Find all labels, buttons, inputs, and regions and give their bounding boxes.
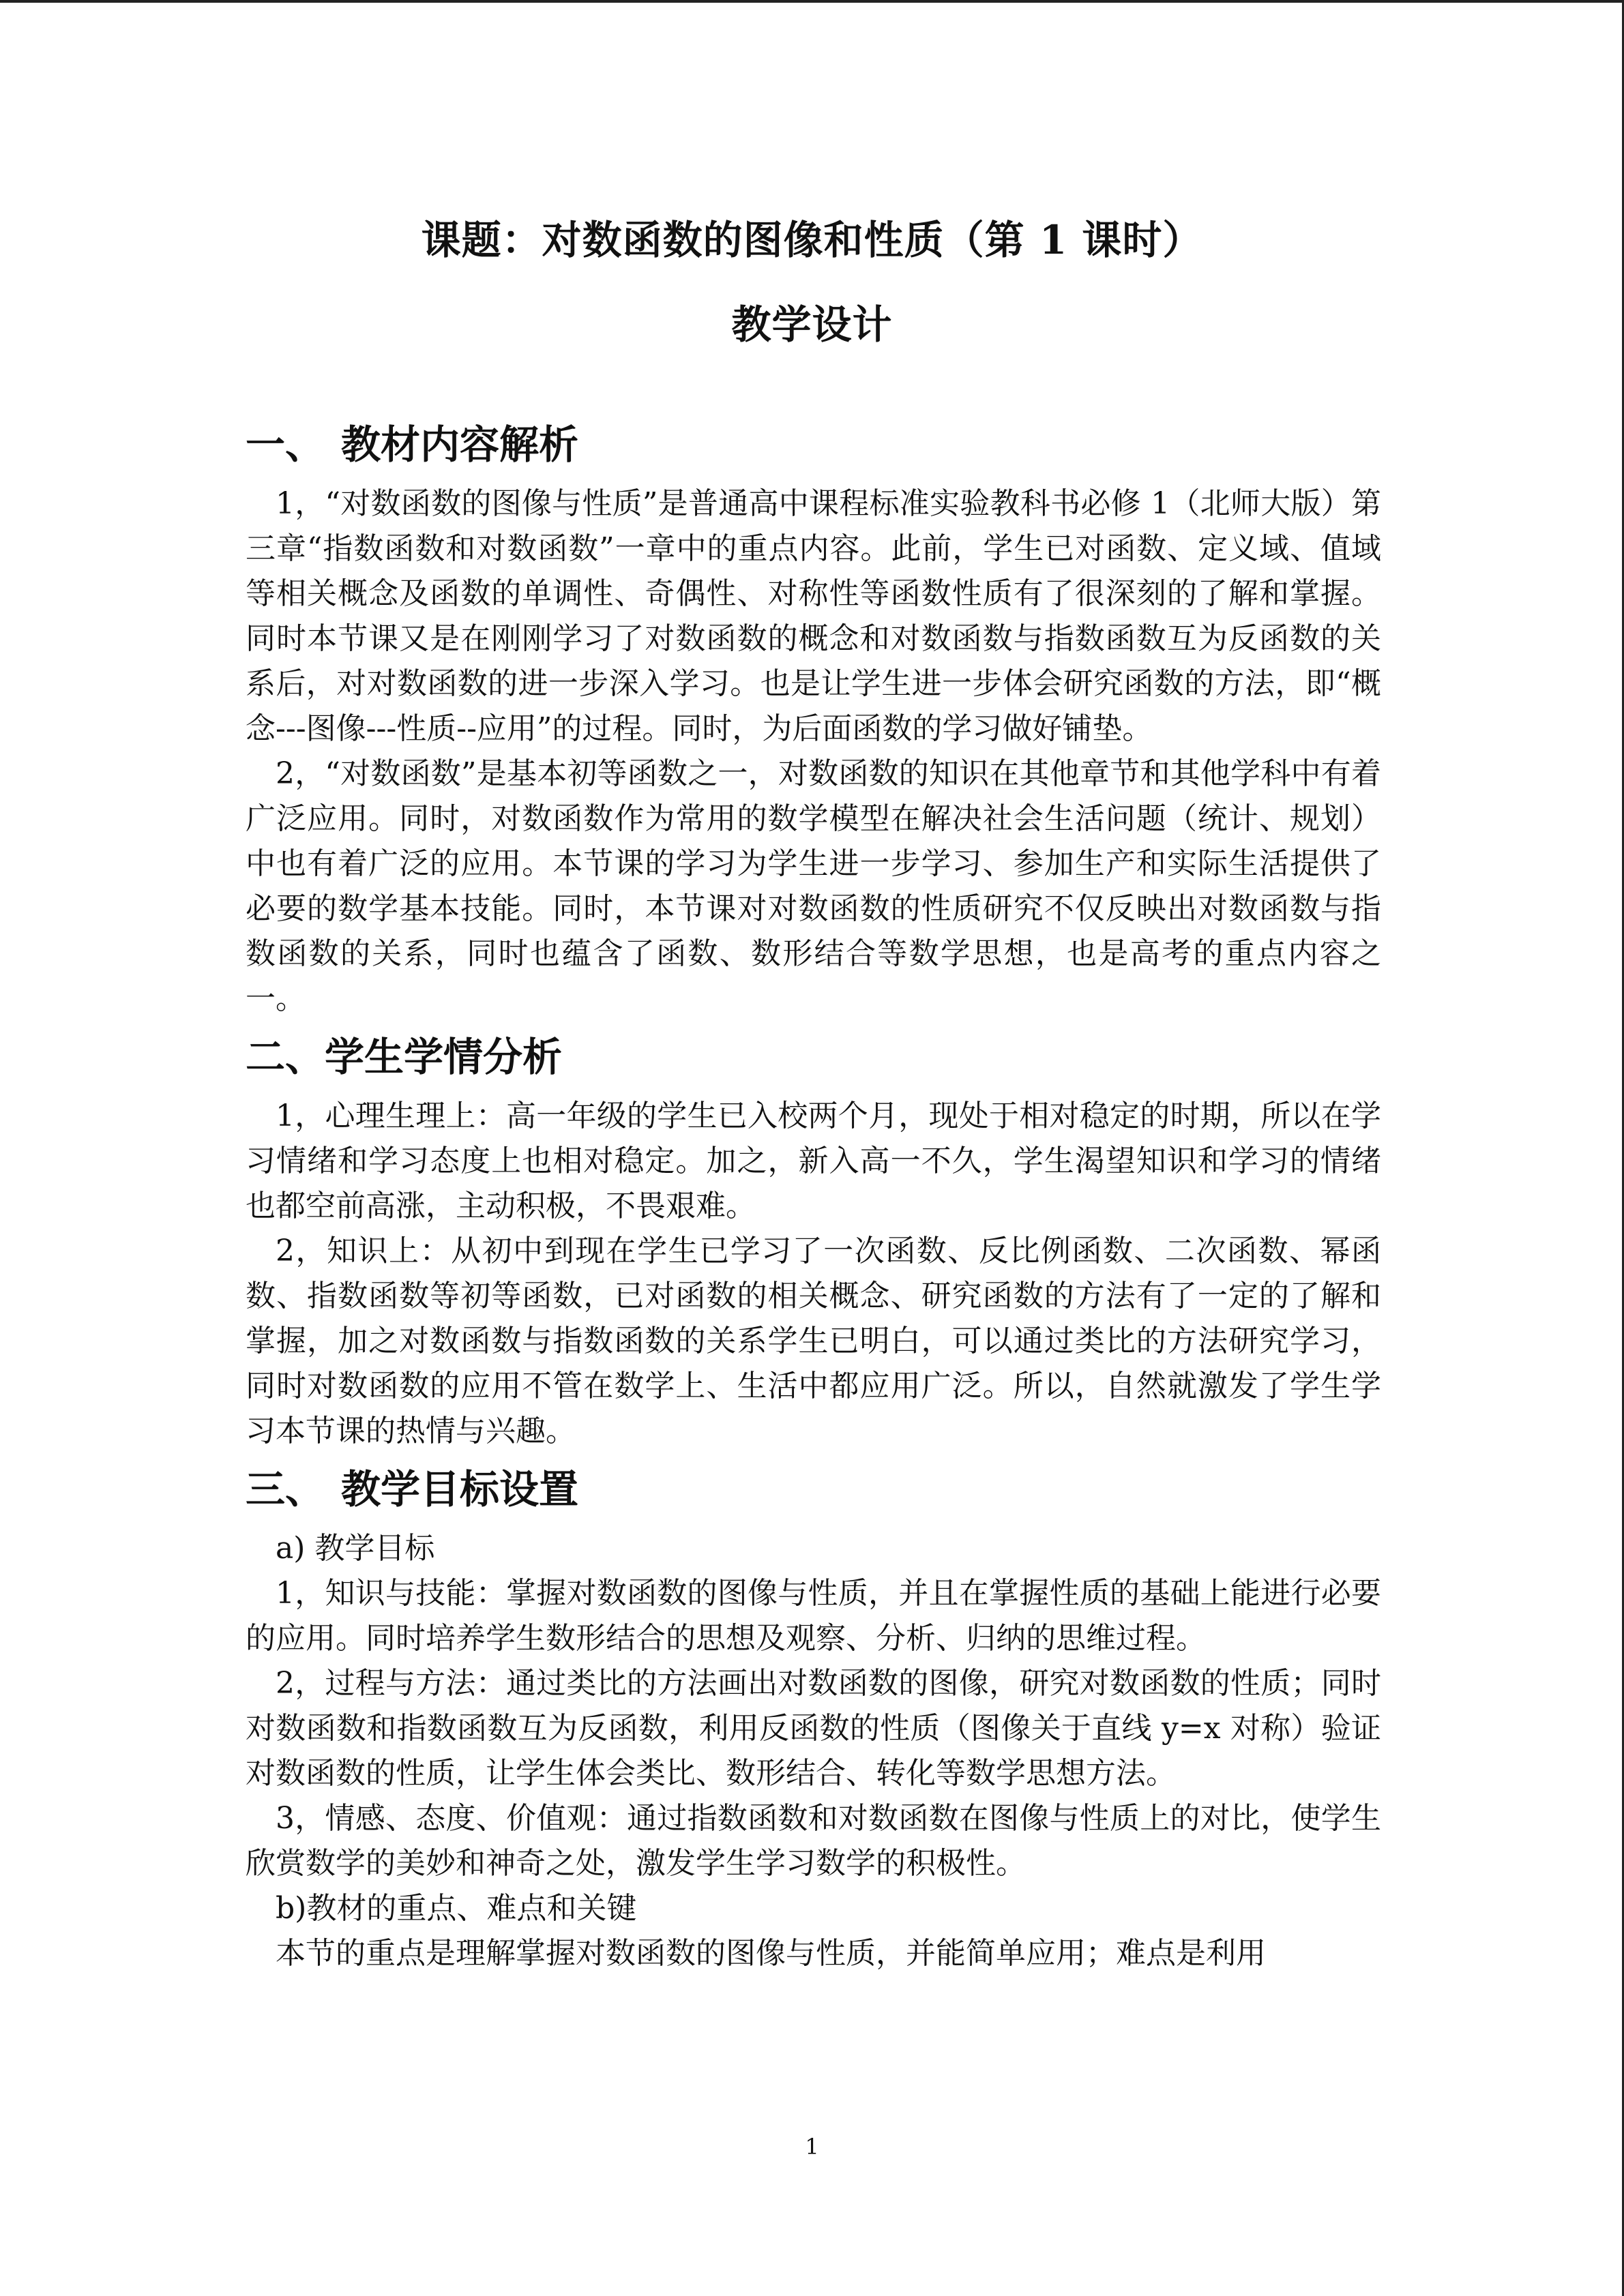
document-subtitle: 教学设计	[731, 301, 893, 348]
section-heading-3	[246, 1462, 1381, 1517]
document-title: 课题：对数函数的图像和性质（第 1 课时）	[421, 217, 1203, 263]
section-heading-2	[246, 1030, 1381, 1084]
section-number-2: 二、	[246, 1034, 325, 1080]
section-3-paragraph-3: 3，情感、态度、价值观：通过指数函数和对数函数在图像与性质上的对比，使学生欣赏数学的美妙和神奇之处，激发学生学习数学的积极性。	[246, 1801, 1381, 1881]
section-3-paragraph-2: 2，过程与方法：通过类比的方法画出对数函数的图像，研究对数函数的性质；同时对数函数和指数函数互为反函数，利用反函数的性质（图像关于直线 y=x 对称）验证对数函数的性质，让学生体会类比、数形结合、转化等数学思想方法。	[246, 1666, 1381, 1791]
top-border	[0, 0, 1624, 3]
document-body	[246, 417, 1381, 1976]
page-number: 1	[805, 2134, 819, 2160]
section-2-paragraph-1: 1，心理生理上：高一年级的学生已入校两个月，现处于相对稳定的时期，所以在学习情绪和学习态度上也相对稳定。加之，新入高一不久，学生渴望知识和学习的情绪也都空前高涨，主动积极，不畏艰难。	[246, 1099, 1381, 1223]
subheading-b: b)教材的重点、难点和关键	[276, 1891, 637, 1926]
section-title-3: 教学目标设置	[341, 1466, 579, 1512]
section-heading-1	[246, 417, 1381, 472]
section-number-3: 三、	[246, 1466, 325, 1512]
section-1-paragraph-2: 2，“对数函数”是基本初等函数之一，对数函数的知识在其他章节和其他学科中有着广泛应用。同时，对数函数作为常用的数学模型在解决社会生活问题（统计、规划）中也有着广泛的应用。本节课的学习为学生进一步学习、参加生产和实际生活提供了必要的数学基本技能。同时，本节课对对数函数的性质研究不仅反映出对数函数与指数函数的关系，同时也蕴含了函数、数形结合等数学思想，也是高考的重点内容之一。	[246, 756, 1381, 1016]
section-title-2: 学生学情分析	[325, 1034, 563, 1080]
section-number-1: 一、	[246, 421, 325, 468]
section-3-paragraph-1: 1，知识与技能：掌握对数函数的图像与性质，并且在掌握性质的基础上能进行必要的应用。同时培养学生数形结合的思想及观察、分析、归纳的思维过程。	[246, 1576, 1381, 1656]
section-3-paragraph-4: 本节的重点是理解掌握对数函数的图像与性质，并能简单应用；难点是利用	[276, 1936, 1266, 1971]
section-title-1: 教材内容解析	[341, 421, 579, 468]
section-1-paragraph-1: 1，“对数函数的图像与性质”是普通高中课程标准实验教科书必修 1（北师大版）第三章“指数函数和对数函数”一章中的重点内容。此前，学生已对函数、定义域、值域等相关概念及函数的单调性、奇偶性、对称性等函数性质有了很深刻的了解和掌握。同时本节课又是在刚刚学习了对数函数的概念和对数函数与指数函数互为反函数的关系后，对对数函数的进一步深入学习。也是让学生进一步体会研究函数的方法，即“概念---图像---性质--应用”的过程。同时，为后面函数的学习做好铺垫。	[246, 486, 1381, 746]
section-2-paragraph-2: 2，知识上：从初中到现在学生已学习了一次函数、反比例函数、二次函数、幂函数、指数函数等初等函数，已对函数的相关概念、研究函数的方法有了一定的了解和掌握，加之对数函数与指数函数的关系学生已明白，可以通过类比的方法研究学习，同时对数函数的应用不管在数学上、生活中都应用广泛。所以，自然就激发了学生学习本节课的热情与兴趣。	[246, 1234, 1381, 1448]
subheading-a: a) 教学目标	[276, 1531, 435, 1566]
